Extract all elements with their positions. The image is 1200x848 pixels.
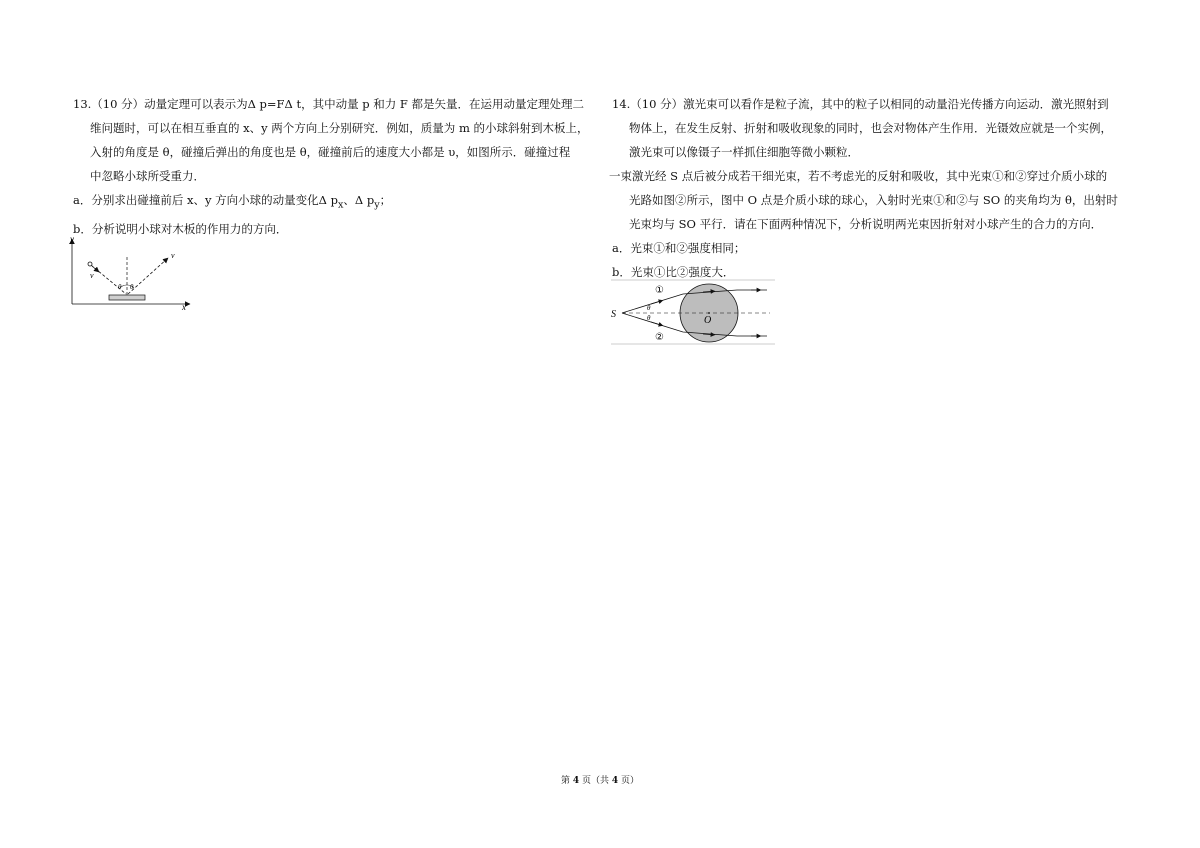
footer-prefix: 第 — [560, 776, 573, 786]
incident-velocity-label: v — [90, 271, 94, 280]
question-14 — [609, 92, 1132, 284]
theta-upper-label: θ — [647, 304, 651, 312]
q13-part-a-prefix: a．分别求出碰撞前后 x、y 方向小球的动量变化Δ p — [73, 193, 338, 207]
q14-line-6: 光束均与 SO 平行．请在下面两种情况下，分析说明两光束因折射对小球产生的合力的方向． — [629, 217, 1103, 231]
q14-line-2: 物体上，在发生反射、折射和吸收现象的同时，也会对物体产生作用．光镊效应就是一个实例， — [629, 121, 1112, 135]
reflected-velocity-label: v — [171, 251, 175, 260]
theta-left-label: θ — [118, 283, 122, 291]
footer-middle: 页（共 — [579, 776, 612, 786]
q13-part-a-mid: 、Δ p — [343, 193, 375, 207]
reflected-path — [128, 258, 168, 294]
footer-suffix: 页） — [618, 776, 639, 786]
beam-2-arrow-in — [651, 322, 661, 325]
q14-part-b: b．光束①比②强度大． — [612, 265, 735, 279]
q13-line-3: 入射的角度是 θ，碰撞后弹出的角度也是 θ，碰撞前后的速度大小都是 υ，如图所示．碰撞过程 — [90, 145, 571, 159]
q13-line-4: 中忽略小球所受重力． — [90, 169, 205, 183]
footer-total-pages: 4 — [611, 776, 619, 786]
ball-icon — [88, 262, 92, 266]
q13-line-2: 维问题时，可以在相互垂直的 x、y 两个方向上分别研究．例如，质量为 m 的小球斜射到木板上， — [90, 121, 589, 135]
q13-part-a-sub-y: y — [374, 199, 380, 211]
q13-figure — [68, 232, 198, 312]
q14-figure — [605, 278, 785, 346]
point-o-label: O — [704, 315, 712, 326]
wooden-board — [109, 295, 145, 300]
question-13 — [73, 92, 593, 241]
q13-part-a-suffix: ； — [379, 193, 392, 207]
q14-part-a: a．光束①和②强度相同； — [612, 241, 746, 255]
footer-page-number: 4 — [572, 776, 580, 786]
point-s-label: S — [611, 309, 616, 320]
beam-1-label: ① — [655, 285, 664, 296]
q14-line-4: 一束激光经 S 点后被分成若干细光束，若不考虑光的反射和吸收，其中光束①和②穿过介质小球的 — [609, 169, 1108, 183]
beam-1-arrow-in — [651, 301, 661, 304]
theta-lower-label: θ — [647, 314, 651, 322]
q13-part-a — [73, 188, 593, 217]
beam-2-label: ② — [655, 332, 664, 343]
q13-part-b: b．分析说明小球对木板的作用力的方向． — [73, 222, 288, 237]
y-axis-label: y — [70, 234, 74, 244]
q13-part-a-sub-x: x — [337, 199, 344, 211]
x-axis-label: x — [182, 302, 186, 312]
q13-line-1: 13.（10 分）动量定理可以表示为Δ p=FΔ t，其中动量 p 和力 F 都是矢量．在运用动量定理处理二 — [73, 97, 585, 111]
center-dot — [708, 312, 710, 314]
q14-line-5: 光路如图②所示，图中 O 点是介质小球的球心，入射时光束①和②与 SO 的夹角均为 θ，出射时 — [629, 193, 1118, 207]
theta-right-label: θ — [130, 283, 134, 291]
page-footer — [0, 773, 1200, 786]
q14-line-1: 14.（10 分）激光束可以看作是粒子流，其中的粒子以相同的动量沿光传播方向运动．激光照射到 — [612, 97, 1109, 111]
q14-line-3: 激光束可以像镊子一样抓住细胞等微小颗粒． — [629, 145, 859, 159]
